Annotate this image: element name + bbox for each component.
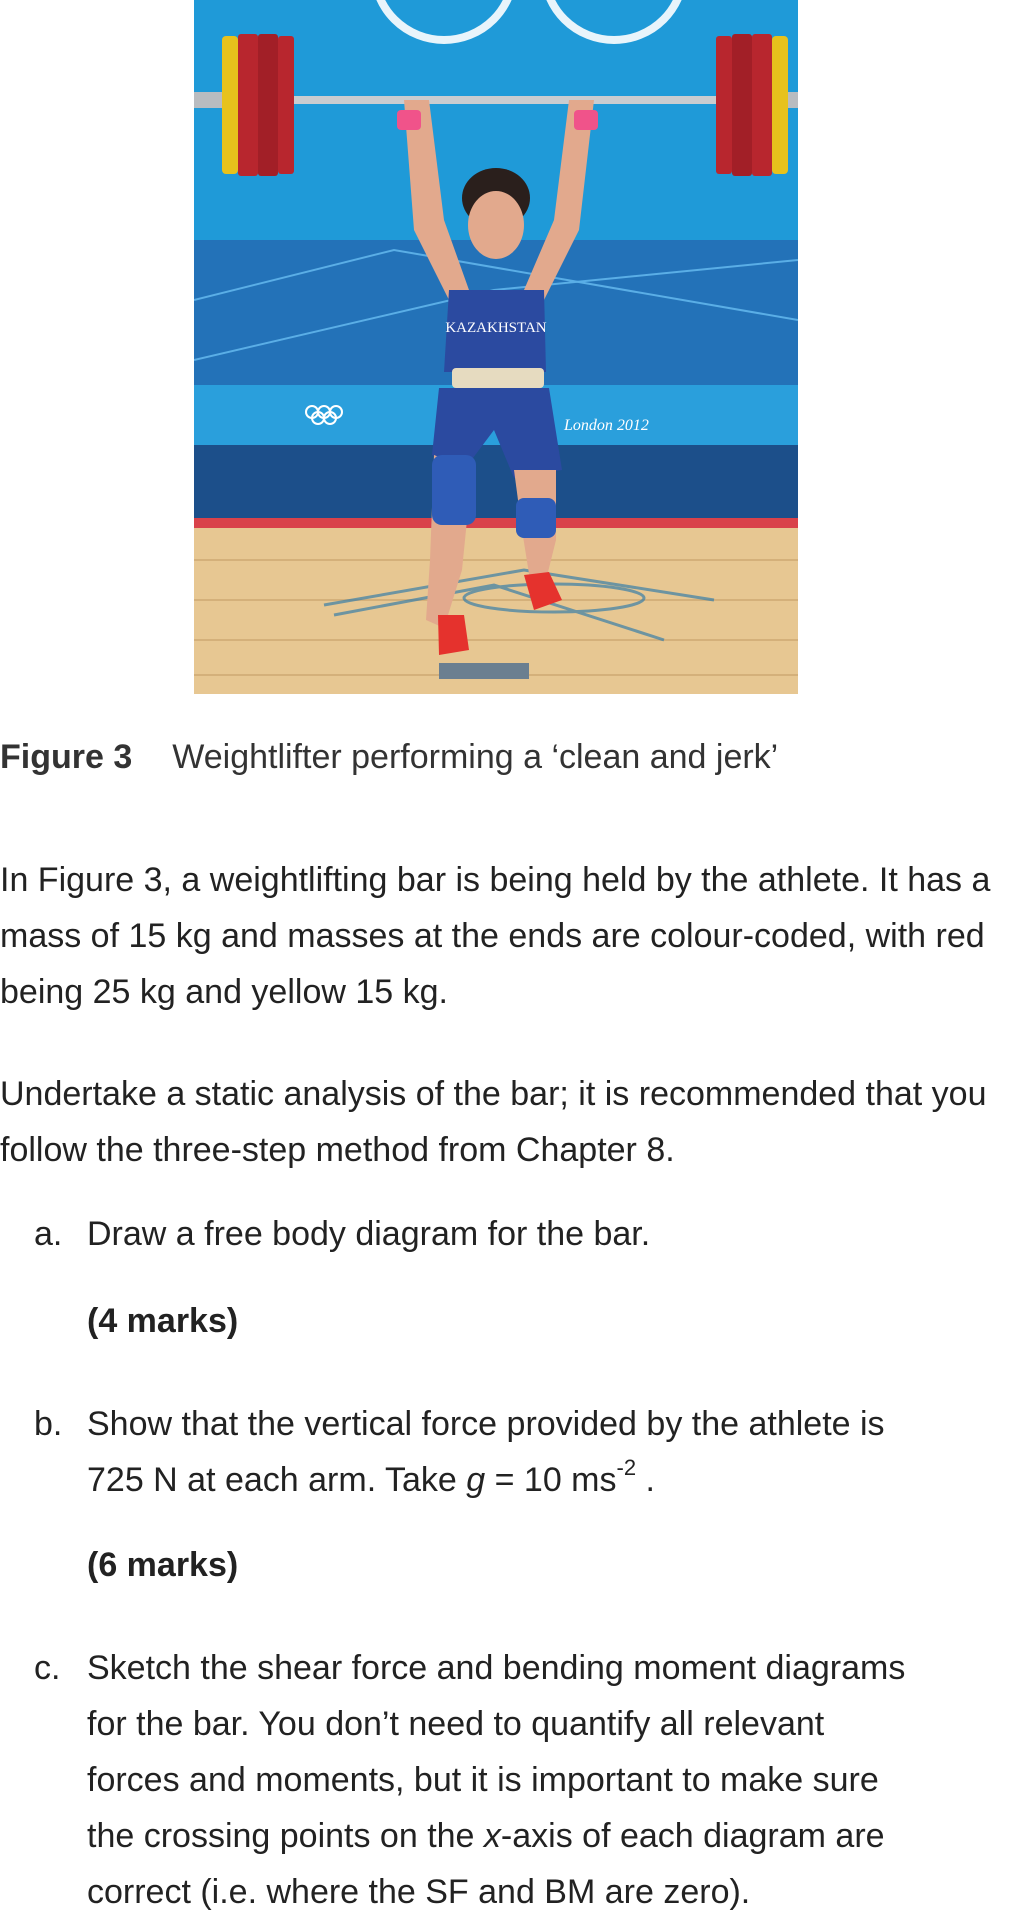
question-c-letter: c. bbox=[34, 1649, 61, 1687]
question-c-text bbox=[87, 1640, 1007, 1920]
figure-caption bbox=[0, 738, 778, 777]
banner-text: London 2012 bbox=[564, 417, 649, 434]
question-c-line-2: for the bar. You don’t need to quantify all relevant bbox=[87, 1705, 825, 1743]
weightlifter-photo bbox=[194, 0, 798, 694]
question-c-line-4: the crossing points on the x-axis of each diagram are bbox=[87, 1817, 885, 1855]
jersey-text: KAZAKHSTAN bbox=[445, 320, 547, 336]
x-symbol: x bbox=[483, 1817, 501, 1855]
figure-number: Figure 3 bbox=[0, 738, 133, 776]
question-b-text bbox=[87, 1396, 1007, 1508]
question-b-marks: (6 marks) bbox=[87, 1546, 239, 1584]
question-a-text: Draw a free body diagram for the bar. bbox=[87, 1215, 651, 1253]
question-c-line-1: Sketch the shear force and bending moment diagrams bbox=[87, 1649, 906, 1687]
exponent: -2 bbox=[616, 1454, 637, 1480]
g-symbol: g bbox=[466, 1461, 486, 1499]
intro-paragraph-1: In Figure 3, a weightlifting bar is being held by the athlete. It has a mass of 15 kg and masses at the ends are colour-coded, with red being 25 kg and yellow 15 kg. bbox=[0, 861, 991, 1011]
question-c-line-3: forces and moments, but it is important to make sure bbox=[87, 1761, 879, 1799]
figure-caption-text: Weightlifter performing a ‘clean and jerk’ bbox=[172, 738, 779, 776]
intro-paragraph-2: Undertake a static analysis of the bar; it is recommended that you follow the three-step method from Chapter 8. bbox=[0, 1075, 987, 1169]
question-b-letter: b. bbox=[34, 1405, 63, 1443]
question-a-letter: a. bbox=[34, 1215, 63, 1253]
question-b-line-1: Show that the vertical force provided by the athlete is bbox=[87, 1405, 885, 1443]
question-b-line-2: 725 N at each arm. Take g = 10 $ms^{-2}$ . bbox=[87, 1454, 655, 1499]
question-c-line-5: correct (i.e. where the SF and BM are zero). bbox=[87, 1873, 751, 1911]
question-a-marks: (4 marks) bbox=[87, 1302, 239, 1340]
